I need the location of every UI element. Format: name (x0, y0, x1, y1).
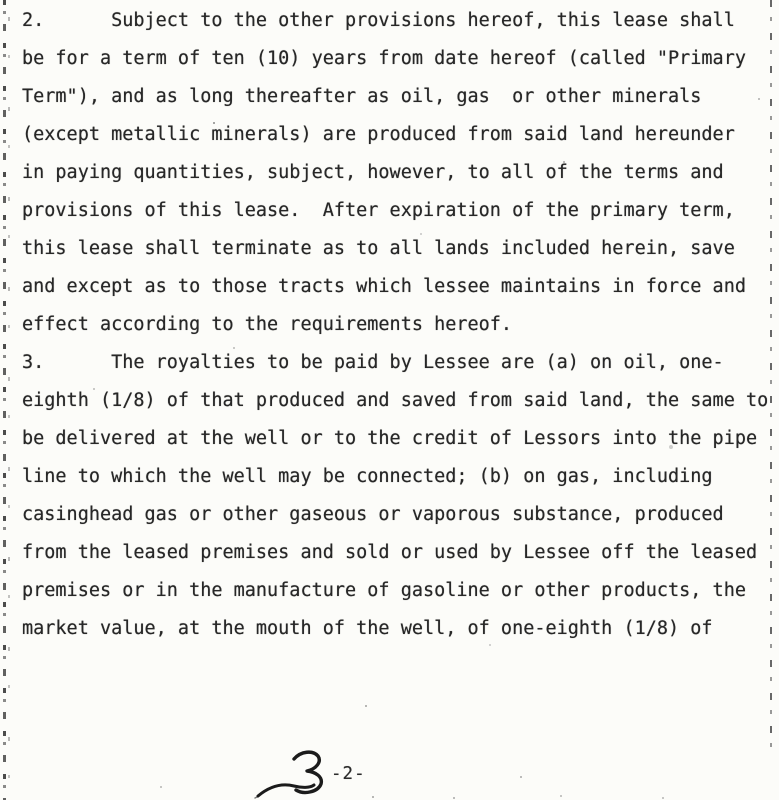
handwritten-page-number (254, 738, 346, 800)
text-line: 3. The royalties to be paid by Lessee are (a) on oil, one- (22, 352, 724, 373)
text-line: be delivered at the well or to the credit of Lessors into the pipe (22, 428, 758, 449)
text-line: this lease shall terminate as to all lands included herein, save (22, 238, 735, 259)
text-line: provisions of this lease. After expiration of the primary term, (22, 200, 735, 221)
text-line: 2. Subject to the other provisions hereof, this lease shall (22, 10, 735, 31)
text-line: line to which the well may be connected; (b) on gas, including (22, 466, 713, 487)
text-line: be for a term of ten (10) years from date hereof (called "Primary (22, 48, 746, 69)
text-line: from the leased premises and sold or used by Lessee off the leased (22, 542, 758, 563)
left-torn-edge (3, 0, 6, 800)
text-line: effect according to the requirements hereof. (22, 314, 513, 335)
text-line: Term"), and as long thereafter as oil, gas or other minerals (22, 86, 702, 107)
text-line: and except as to those tracts which lessee maintains in force and (22, 276, 746, 297)
text-line: eighth (1/8) of that produced and saved from said land, the same to (22, 390, 769, 411)
text-line: in paying quantities, subject, however, to all of the terms and (22, 162, 724, 183)
text-line: premises or in the manufacture of gasoline or other products, the (22, 580, 746, 601)
left-torn-edge-secondary (8, 0, 10, 800)
right-torn-edge (770, 0, 772, 755)
document-text (22, 2, 768, 648)
page-number: -2- (331, 764, 366, 784)
text-line: (except metallic minerals) are produced from said land hereunder (22, 124, 735, 145)
text-line: casinghead gas or other gaseous or vaporous substance, produced (22, 504, 724, 525)
scan-noise-specks (0, 0, 2, 2)
text-line: market value, at the mouth of the well, of one-eighth (1/8) of (22, 618, 713, 639)
